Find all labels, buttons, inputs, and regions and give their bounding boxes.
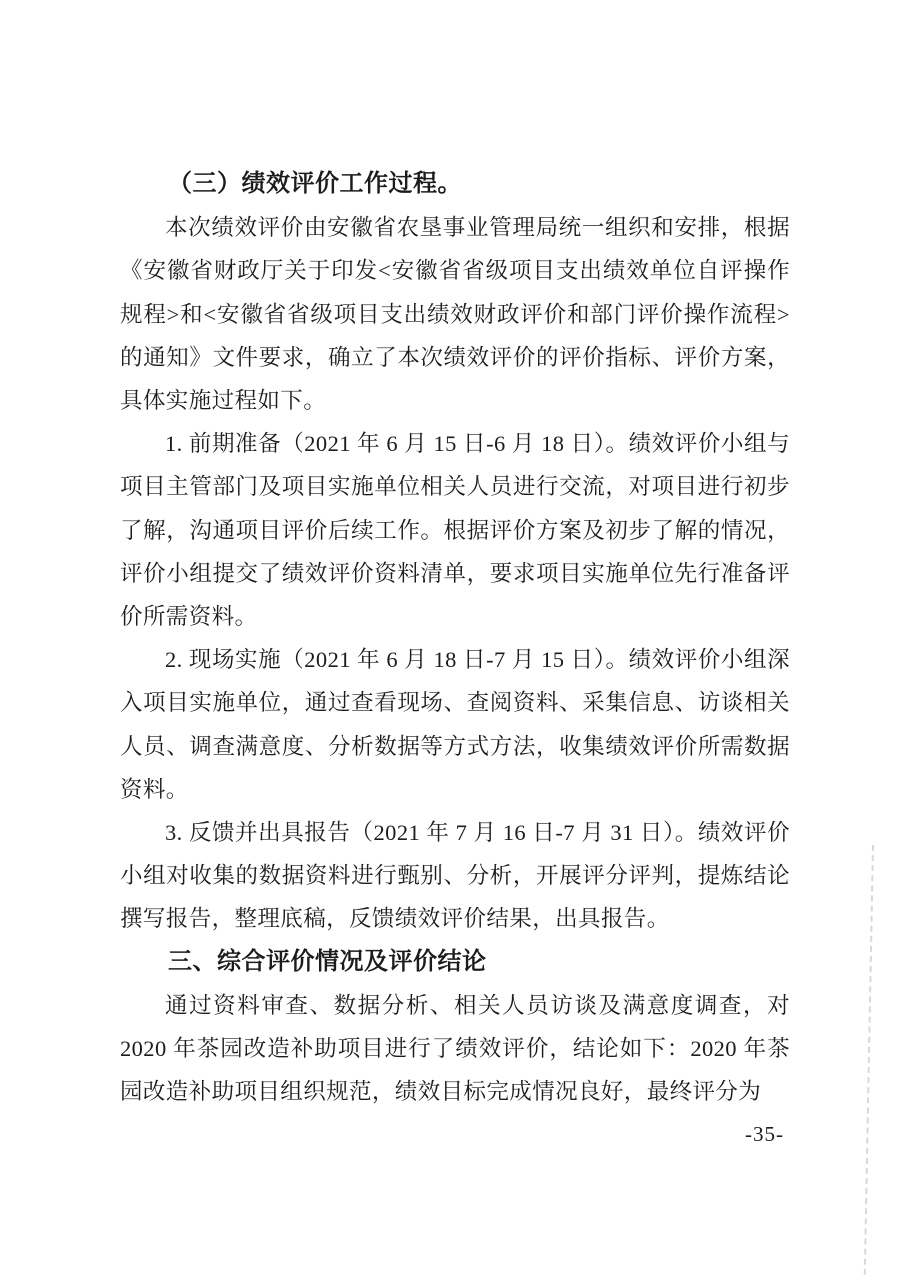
paragraph-conclusion: 通过资料审查、数据分析、相关人员访谈及满意度调查，对 2020 年茶园改造补助项目进行了绩效评价，结论如下：2020 年茶园改造补助项目组织规范，绩效目标完成情况良好，最终评分为 (120, 992, 790, 1105)
scan-artifact-line (864, 845, 874, 1276)
section-heading-conclusion: 三、综合评价情况及评价结论 (168, 948, 487, 975)
paragraph-step-3-report: 3. 反馈并出具报告（2021 年 7 月 16 日-7 月 31 日）。绩效评价小组对收集的数据资料进行甄别、分析，开展评分评判，提炼结论撰写报告，整理底稿，反馈绩效评价结果，出具报告。 (120, 820, 790, 932)
paragraph-step-1-preparation: 1. 前期准备（2021 年 6 月 15 日-6 月 18 日）。绩效评价小组与项目主管部门及项目实施单位相关人员进行交流，对项目进行初步了解，沟通项目评价后续工作。根据评价方案及初步了解的情况，评价小组提交了绩效评价资料清单，要求项目实施单位先行准备评价所需资料。 (120, 431, 790, 630)
paragraph-intro: 本次绩效评价由安徽省农垦事业管理局统一组织和安排，根据《安徽省财政厅关于印发<安徽省省级项目支出绩效单位自评操作规程>和<安徽省省级项目支出绩效财政评价和部门评价操作流程>的通知》文件要求，确立了本次绩效评价的评价指标、评价方案，具体实施过程如下。 (120, 215, 790, 414)
section-heading-evaluation-process: （三）绩效评价工作过程。 (168, 171, 462, 197)
paragraph-step-2-onsite: 2. 现场实施（2021 年 6 月 18 日-7 月 15 日）。绩效评价小组深入项目实施单位，通过查看现场、查阅资料、采集信息、访谈相关人员、调查满意度、分析数据等方式方法，收集绩效评价所需数据资料。 (120, 647, 790, 802)
page-number: -35- (745, 1122, 784, 1146)
document-body (120, 163, 790, 1113)
